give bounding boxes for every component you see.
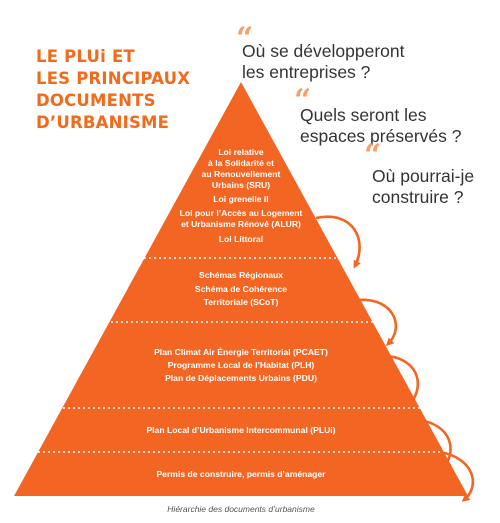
question-group-1 (236, 21, 405, 82)
tier-plui (146, 425, 335, 435)
tier-sector-plans (154, 347, 328, 383)
quote-mark-icon: “ (236, 21, 254, 56)
question-line: espaces préservés ? (300, 126, 462, 146)
tier-permits (156, 469, 326, 479)
quote-mark-icon: “ (294, 83, 312, 118)
question-line: Quels seront les (300, 105, 427, 125)
tier-line: au Renouvellement (201, 169, 281, 179)
title-line: LES PRINCIPAUX (36, 69, 191, 88)
tier-line: Plan de Déplacements Urbains (PDU) (165, 373, 317, 383)
tier-line: Programme Local de l’Habitat (PLH) (167, 360, 315, 370)
tier-line: Loi relative (218, 147, 264, 157)
question-group-3 (364, 138, 474, 207)
page-title (36, 47, 190, 132)
title-line: DOCUMENTS (36, 91, 156, 110)
tier-line: Loi pour l’Accès au Logement (179, 208, 303, 218)
tier-line: et Urbanisme Rénové (ALUR) (181, 219, 301, 229)
question-line: Où se développeront (242, 41, 405, 61)
tier-regional-schemes (195, 270, 287, 307)
tier-line: Schéma de Cohérence (194, 284, 288, 294)
question-group-2 (294, 83, 462, 146)
tier-line: Loi grenelle II (213, 194, 269, 204)
title-line: LE PLUi ET (36, 47, 135, 66)
tier-line: Plan Local d’Urbanisme Intercommunal (PLUi) (146, 425, 336, 435)
tier-line: Permis de construire, permis d’aménager (156, 469, 326, 479)
question-line: Où pourrai-je (372, 166, 475, 186)
tier-line: Territoriale (SCoT) (203, 297, 279, 307)
tier-line: Plan Climat Air Énergie Territorial (PCAET) (154, 347, 328, 357)
figure-caption: Hiérarchie des documents d’urbanisme (167, 504, 315, 514)
question-line: construire ? (372, 187, 464, 207)
tier-line: Loi Littoral (218, 234, 264, 244)
title-line: D’URBANISME (36, 113, 170, 132)
quote-mark-icon: “ (364, 138, 382, 173)
tier-line: Schémas Régionaux (198, 270, 284, 280)
tier-line: à la Solidarité et (208, 158, 274, 168)
question-line: les entreprises ? (242, 62, 371, 82)
tier-line: Urbains (SRU) (211, 180, 271, 190)
